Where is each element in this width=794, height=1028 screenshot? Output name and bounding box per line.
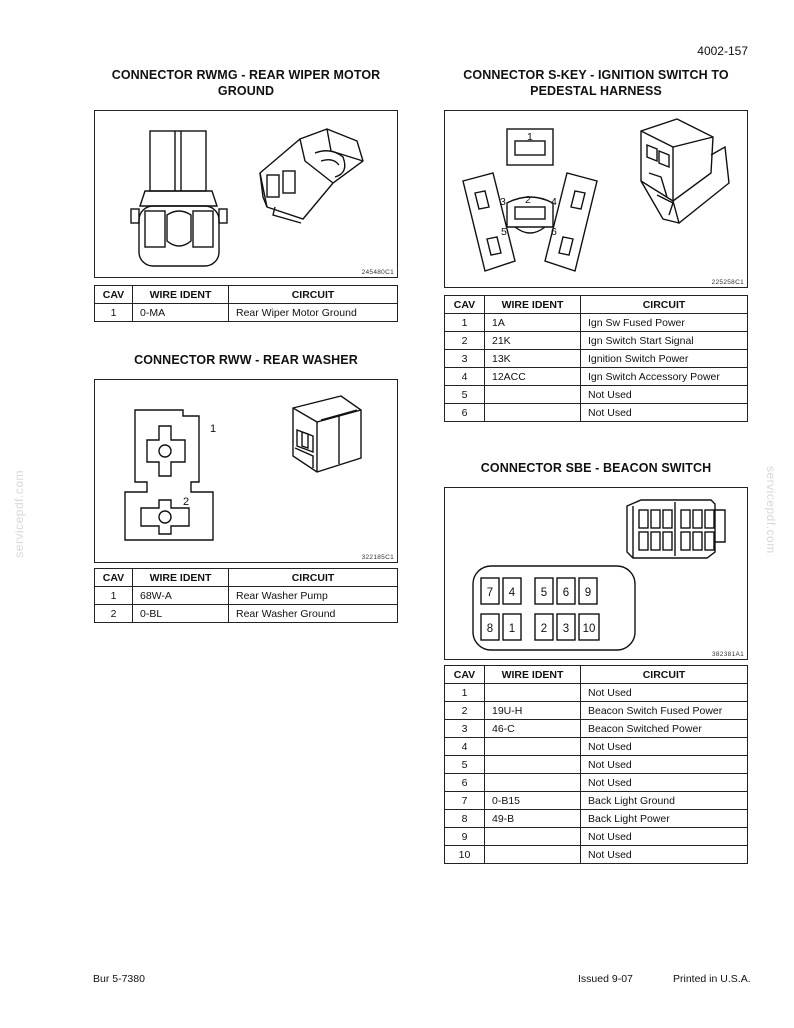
cav-cell: 2 [95,605,133,623]
wire-ident-cell: 21K [485,332,581,350]
circuit-cell: Beacon Switched Power [581,720,748,738]
sbe-perspective-cavity [639,510,648,528]
wire-ident-cell [485,756,581,774]
rww-figure-id: 322185C1 [361,554,394,561]
table-row [95,605,398,623]
skey-title [444,67,748,99]
wire-ident-cell: 12ACC [485,368,581,386]
skey-cavity-1-label: 1 [527,131,533,143]
footer-issued: Issued 9-07 [578,973,633,985]
header-cav: CAV [445,296,485,314]
sbe-perspective-cavity [651,532,660,550]
cav-cell: 7 [445,792,485,810]
cav-cell: 9 [445,828,485,846]
sbe-perspective-cavity [651,510,660,528]
wire-ident-cell [485,684,581,702]
sbe-table [444,665,748,864]
circuit-cell: Beacon Switch Fused Power [581,702,748,720]
rww-connector-figure [94,379,398,563]
wire-ident-cell [485,404,581,422]
skey-cavity-6-label: 6 [551,226,557,238]
sbe-cavity-label: 10 [582,623,596,635]
rww-cavity-1-label: 1 [210,423,217,435]
rwmg-table [94,285,398,322]
rwmg-title-line2: GROUND [217,84,275,98]
table-row [445,350,748,368]
table-row [445,702,748,720]
wire-ident-cell [485,386,581,404]
wire-ident-cell: 0-MA [133,304,229,322]
rwmg-connector-drawing [95,111,397,277]
table-row [95,587,398,605]
cav-cell: 8 [445,810,485,828]
header-circuit: CIRCUIT [229,286,398,304]
wire-ident-cell: 68W-A [133,587,229,605]
circuit-cell: Not Used [581,386,748,404]
wire-ident-cell: 49-B [485,810,581,828]
sbe-cavity-label: 8 [486,623,494,635]
header-wire-ident: WIRE IDENT [133,569,229,587]
sbe-cavity-label: 1 [508,623,516,635]
wire-ident-cell [485,774,581,792]
sbe-cavity-label: 2 [540,623,548,635]
rww-connector-drawing [95,380,397,562]
cav-cell: 3 [445,350,485,368]
wire-ident-cell: 1A [485,314,581,332]
cav-cell: 3 [445,720,485,738]
table-row [445,810,748,828]
cav-cell: 2 [445,702,485,720]
cav-cell: 1 [445,684,485,702]
circuit-cell: Ignition Switch Power [581,350,748,368]
wire-ident-cell [485,846,581,864]
table-row [445,368,748,386]
wire-ident-cell: 13K [485,350,581,368]
circuit-cell: Back Light Ground [581,792,748,810]
page-number: 4002-157 [697,44,748,58]
table-row [445,684,748,702]
sbe-cavity-label: 5 [540,587,548,599]
circuit-cell: Not Used [581,846,748,864]
skey-title-line1: CONNECTOR S-KEY - IGNITION SWITCH TO [463,68,729,82]
table-row [445,846,748,864]
circuit-cell: Not Used [581,774,748,792]
circuit-cell: Rear Washer Ground [229,605,398,623]
sbe-perspective-cavity [639,532,648,550]
rwmg-connector-figure [94,110,398,278]
wire-ident-cell [485,738,581,756]
sbe-perspective-cavity [705,510,714,528]
sbe-cavity-label: 7 [486,587,494,599]
footer-document-number: Bur 5-7380 [93,973,145,985]
wire-ident-cell: 19U-H [485,702,581,720]
cav-cell: 6 [445,404,485,422]
header-circuit: CIRCUIT [229,569,398,587]
circuit-cell: Ign Switch Start Signal [581,332,748,350]
skey-cavity-2-label: 2 [525,194,531,206]
circuit-cell: Ign Switch Accessory Power [581,368,748,386]
skey-connector-drawing [445,111,747,287]
table-row [445,720,748,738]
cav-cell: 1 [95,587,133,605]
table-row [445,386,748,404]
skey-cavity-4-label: 4 [551,196,557,208]
table-row [95,304,398,322]
header-wire-ident: WIRE IDENT [133,286,229,304]
rwmg-title [94,67,398,99]
header-cav: CAV [95,569,133,587]
sbe-cavity-label: 3 [562,623,570,635]
circuit-cell: Not Used [581,404,748,422]
header-circuit: CIRCUIT [581,666,748,684]
sbe-perspective-cavity [693,532,702,550]
rwmg-title-line1: CONNECTOR RWMG - REAR WIPER MOTOR [111,68,381,82]
cav-cell: 10 [445,846,485,864]
sbe-perspective-cavity [705,532,714,550]
cav-cell: 1 [445,314,485,332]
table-row [445,756,748,774]
sbe-perspective-cavity [681,510,690,528]
skey-figure-id: 225258C1 [711,279,744,286]
skey-connector-figure [444,110,748,288]
sbe-cavity-label: 6 [562,587,570,599]
skey-cavity-5-label: 5 [501,226,507,238]
header-circuit: CIRCUIT [581,296,748,314]
table-row [445,314,748,332]
header-cav: CAV [95,286,133,304]
watermark-left: servicepdf.com [12,470,26,558]
rww-title: CONNECTOR RWW - REAR WASHER [134,353,358,367]
cav-cell: 6 [445,774,485,792]
table-row [445,404,748,422]
table-row [445,332,748,350]
sbe-perspective-cavity [663,510,672,528]
rwmg-figure-id: 245480C1 [361,269,394,276]
skey-table [444,295,748,422]
sbe-title: CONNECTOR SBE - BEACON SWITCH [480,461,712,475]
circuit-cell: Back Light Power [581,810,748,828]
header-wire-ident: WIRE IDENT [485,296,581,314]
sbe-cavity-label: 4 [508,587,516,599]
sbe-connector-drawing [445,488,747,659]
sbe-cavity-label: 9 [584,587,592,599]
watermark-right: servicepdf.com [764,466,778,554]
circuit-cell: Rear Wiper Motor Ground [229,304,398,322]
sbe-connector-figure [444,487,748,660]
wire-ident-cell: 0-BL [133,605,229,623]
circuit-cell: Not Used [581,738,748,756]
circuit-cell: Not Used [581,684,748,702]
cav-cell: 4 [445,738,485,756]
skey-title-line2: PEDESTAL HARNESS [530,84,662,98]
sbe-figure-id: 382381A1 [711,651,744,658]
table-row [445,774,748,792]
cav-cell: 1 [95,304,133,322]
circuit-cell: Rear Washer Pump [229,587,398,605]
skey-cavity-3-label: 3 [500,196,506,208]
circuit-cell: Not Used [581,756,748,774]
sbe-perspective-cavity [693,510,702,528]
rww-table [94,568,398,623]
cav-cell: 4 [445,368,485,386]
wire-ident-cell: 0-B15 [485,792,581,810]
cav-cell: 5 [445,386,485,404]
table-row [445,828,748,846]
sbe-perspective-cavity [681,532,690,550]
header-cav: CAV [445,666,485,684]
circuit-cell: Not Used [581,828,748,846]
cav-cell: 5 [445,756,485,774]
circuit-cell: Ign Sw Fused Power [581,314,748,332]
cav-cell: 2 [445,332,485,350]
rww-cavity-2-label: 2 [183,496,190,508]
table-row [445,792,748,810]
wire-ident-cell [485,828,581,846]
header-wire-ident: WIRE IDENT [485,666,581,684]
table-row [445,738,748,756]
sbe-perspective-cavity [663,532,672,550]
wire-ident-cell: 46-C [485,720,581,738]
footer-printed: Printed in U.S.A. [673,973,751,985]
